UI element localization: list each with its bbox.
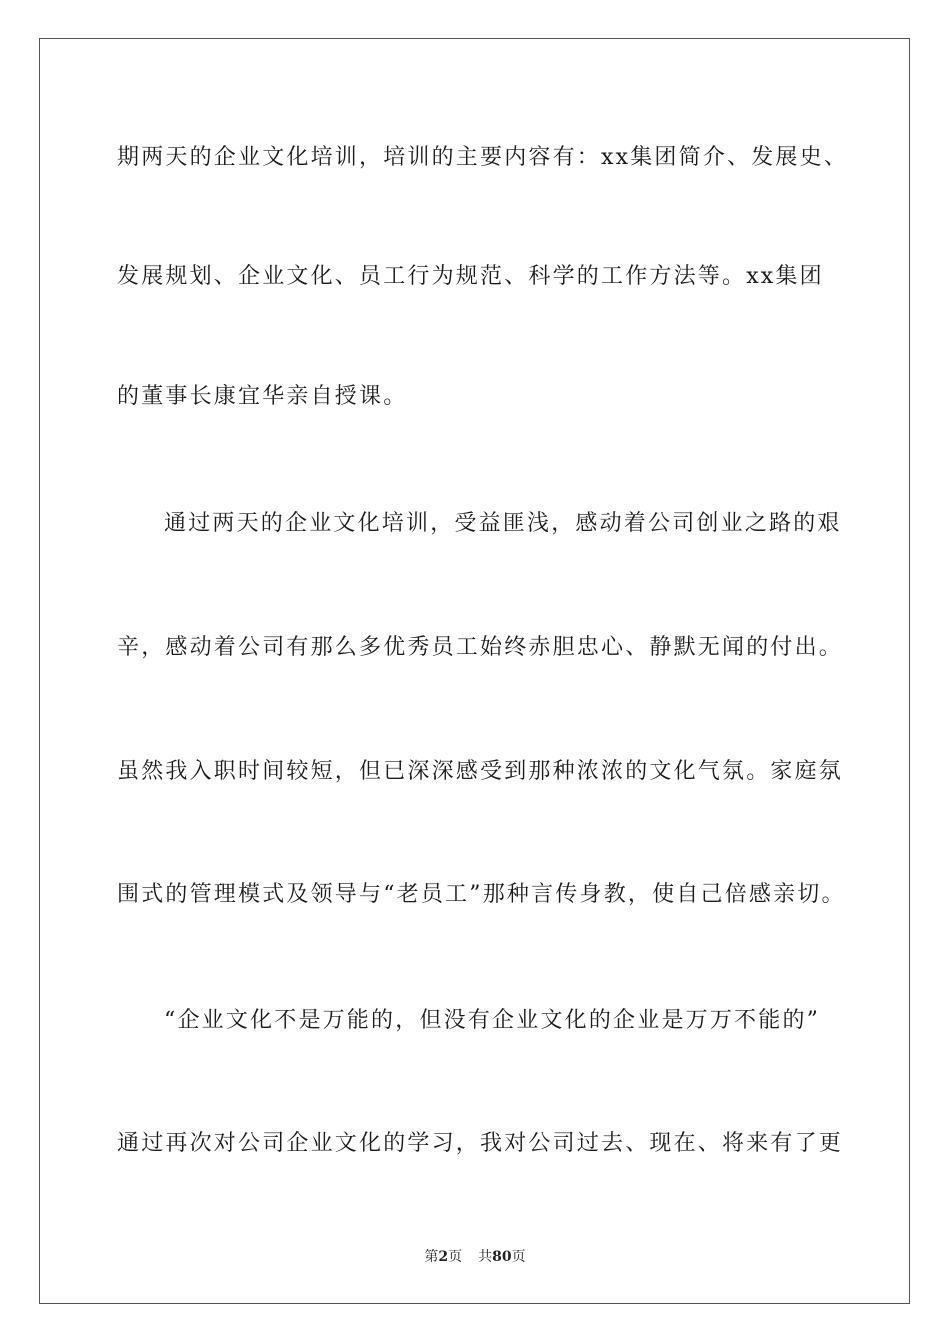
page-footer xyxy=(0,1248,950,1266)
page-prefix: 第 xyxy=(424,1249,439,1265)
total-suffix: 页 xyxy=(511,1249,526,1265)
total-prefix: 共 xyxy=(478,1249,493,1265)
text-line: 通过再次对公司企业文化的学习，我对公司过去、现在、将来有了更 xyxy=(117,1131,844,1156)
paragraph-start-line: 通过两天的企业文化培训，受益匪浅，感动着公司创业之路的艰 xyxy=(164,511,842,536)
page-number: 2 xyxy=(438,1249,449,1265)
text-line: 辛，感动着公司有那么多优秀员工始终赤胆忠心、静默无闻的付出。 xyxy=(117,635,844,660)
text-line: 虽然我入职时间较短，但已深深感受到那种浓浓的文化气氛。家庭氛 xyxy=(117,759,844,784)
text-line: 期两天的企业文化培训，培训的主要内容有：xx集团简介、发展史、 xyxy=(117,145,849,170)
text-line: 围式的管理模式及领导与“老员工”那种言传身教，使自己倍感亲切。 xyxy=(117,882,846,907)
total-pages: 80 xyxy=(492,1249,512,1265)
text-line: 的董事长康宜华亲自授课。 xyxy=(117,384,408,409)
text-line: 发展规划、企业文化、员工行为规范、科学的工作方法等。xx集团 xyxy=(117,264,824,289)
page-suffix: 页 xyxy=(448,1249,463,1265)
paragraph-start-line: “企业文化不是万能的，但没有企业文化的企业是万万不能的” xyxy=(164,1008,821,1033)
page-frame xyxy=(39,38,910,1304)
